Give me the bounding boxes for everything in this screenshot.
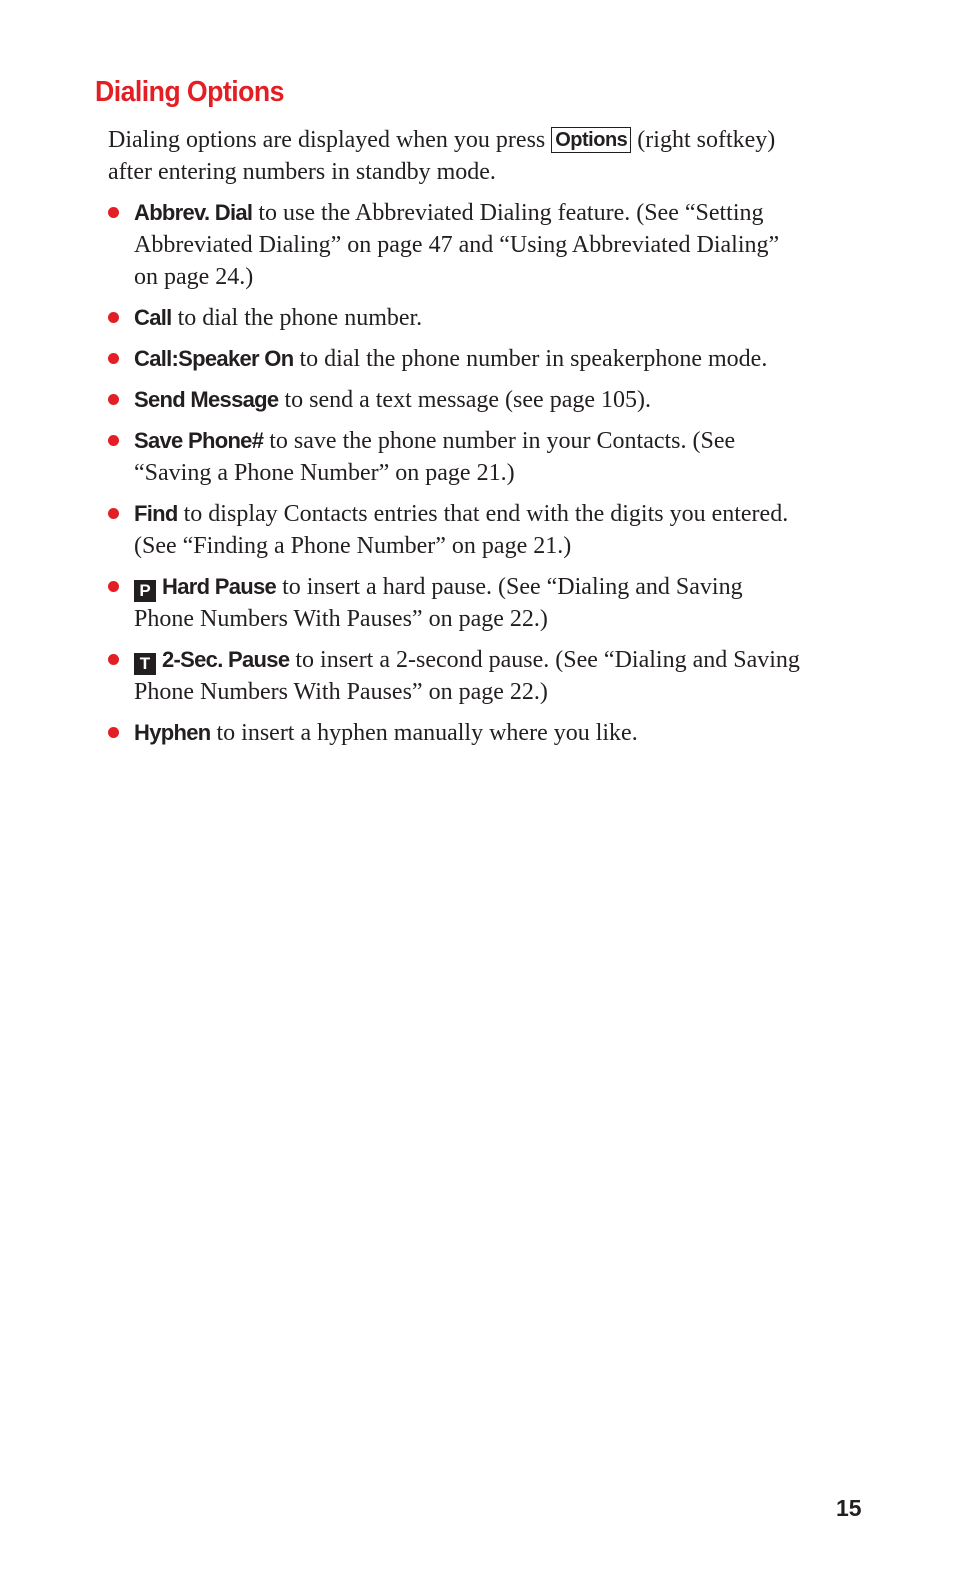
page-number: 15	[836, 1495, 862, 1521]
list-item-send-message	[108, 384, 808, 416]
option-term: Hyphen	[134, 720, 211, 745]
option-term: Call:Speaker On	[134, 346, 294, 371]
bullet-icon	[108, 394, 119, 405]
bullet-icon	[108, 727, 119, 738]
timed-pause-key-icon: T	[134, 653, 156, 675]
list-item-abbrev-dial	[108, 197, 808, 293]
list-item-hyphen	[108, 717, 808, 749]
option-term: Send Message	[134, 387, 279, 412]
intro-text-before: Dialing options are displayed when you press	[108, 127, 552, 153]
bullet-icon	[108, 312, 119, 323]
list-item-find	[108, 498, 808, 562]
list-item-call	[108, 302, 808, 334]
hard-pause-key-icon: P	[134, 580, 156, 602]
option-description: to send a text message (see page 105).	[278, 387, 651, 413]
list-item-hard-pause	[108, 571, 808, 635]
option-description: to dial the phone number in speakerphone mode.	[293, 346, 768, 372]
option-description: to save the phone number in your Contacts. (See “Saving a Phone Number” on page 21.)	[134, 428, 736, 486]
dialing-options-list	[108, 197, 808, 758]
bullet-icon	[108, 435, 119, 446]
options-softkey-label: Options	[551, 127, 631, 153]
option-description: to insert a hard pause. (See “Dialing and Saving Phone Numbers With Pauses” on page 22.)	[134, 574, 743, 632]
list-item-call-speaker-on	[108, 343, 808, 375]
list-item-save-phone	[108, 425, 808, 489]
option-description: to display Contacts entries that end with the digits you entered. (See “Finding a Phone Number” on page 21.)	[134, 501, 789, 559]
list-item-2-sec-pause	[108, 644, 808, 708]
option-term: Save Phone#	[134, 428, 264, 453]
option-term: Find	[134, 501, 178, 526]
option-term: Call	[134, 305, 172, 330]
bullet-icon	[108, 508, 119, 519]
option-description: to dial the phone number.	[171, 305, 423, 331]
bullet-icon	[108, 353, 119, 364]
option-description: to insert a 2-second pause. (See “Dialing and Saving Phone Numbers With Pauses” on page 22.)	[134, 647, 800, 705]
bullet-icon	[108, 581, 119, 592]
page-title: Dialing Options	[95, 76, 284, 108]
option-description: to use the Abbreviated Dialing feature. (See “Setting Abbreviated Dialing” on page 47 and “Using Abbreviated Dialing” on page 24.)	[134, 200, 780, 290]
option-term: Hard Pause	[162, 574, 277, 599]
option-term: Abbrev. Dial	[134, 200, 253, 225]
option-term: 2-Sec. Pause	[162, 647, 290, 672]
option-description: to insert a hyphen manually where you like.	[210, 720, 638, 746]
intro-text-after: (right softkey) after entering numbers in standby mode.	[108, 127, 776, 185]
intro-paragraph	[108, 124, 808, 188]
bullet-icon	[108, 654, 119, 665]
bullet-icon	[108, 207, 119, 218]
